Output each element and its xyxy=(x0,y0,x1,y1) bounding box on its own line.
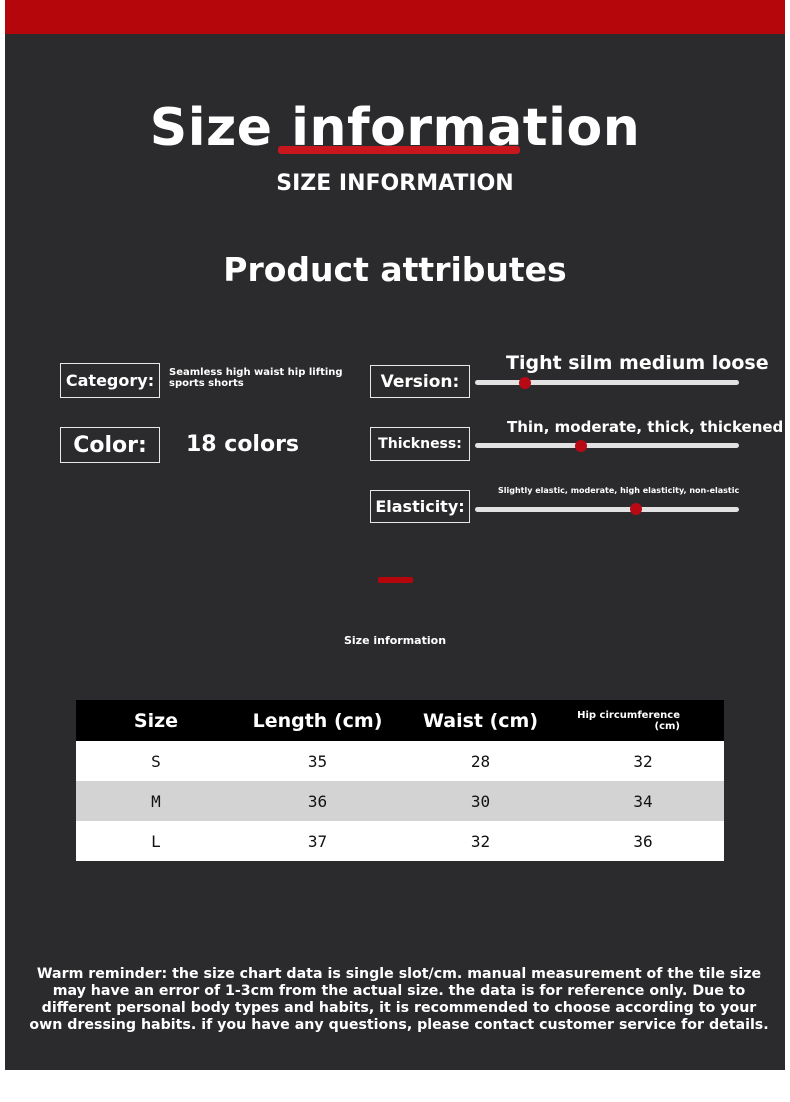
size-section-title: Size information xyxy=(343,634,447,647)
waist-cell: 28 xyxy=(470,751,491,771)
size-table-header-row xyxy=(76,700,724,741)
elasticity-slider-knob xyxy=(630,503,642,515)
page-title: Size information xyxy=(149,98,641,158)
hip-cell: 36 xyxy=(633,831,653,851)
color-value: 18 colors xyxy=(186,432,300,457)
hip-column-header: Hip circumference (cm) xyxy=(577,709,680,732)
size-info-panel xyxy=(5,0,785,1070)
version-scale-text: Tight silm medium loose xyxy=(506,352,769,374)
elasticity-scale-text: Slightly elastic, moderate, high elasticity, non-elastic xyxy=(498,486,740,495)
elasticity-slider-track xyxy=(475,507,739,512)
length-cell: 35 xyxy=(307,751,328,771)
top-red-band xyxy=(5,0,785,34)
version-slider-knob xyxy=(519,377,531,389)
attributes-heading: Product attributes xyxy=(223,250,567,289)
size-table xyxy=(76,700,724,861)
waist-cell: 30 xyxy=(470,791,491,811)
length-cell: 37 xyxy=(307,831,328,851)
table-row xyxy=(76,741,724,781)
length-cell: 36 xyxy=(307,791,328,811)
version-label: Version: xyxy=(370,365,470,398)
hip-cell: 32 xyxy=(633,751,653,771)
elasticity-label: Elasticity: xyxy=(370,490,470,523)
size-cell: L xyxy=(151,831,161,851)
size-column-header: Size xyxy=(133,709,179,732)
thickness-scale-text: Thin, moderate, thick, thickened xyxy=(507,418,784,436)
category-label: Category: xyxy=(60,363,160,398)
version-slider-track xyxy=(475,380,739,385)
waist-cell: 32 xyxy=(470,831,491,851)
color-label: Color: xyxy=(60,427,160,463)
table-row xyxy=(76,821,724,861)
thickness-label: Thickness: xyxy=(370,427,470,461)
category-value: Seamless high waist hip lifting sports shorts xyxy=(169,367,343,389)
waist-column-header: Waist (cm) xyxy=(422,709,539,732)
thickness-slider-knob xyxy=(575,440,587,452)
length-column-header: Length (cm) xyxy=(252,709,383,732)
thickness-slider-track xyxy=(475,443,739,448)
table-row xyxy=(76,781,724,821)
hip-cell: 34 xyxy=(633,791,653,811)
page-subtitle: SIZE INFORMATION xyxy=(276,171,514,196)
size-cell: M xyxy=(151,791,161,811)
section-divider xyxy=(378,577,413,583)
warm-reminder-text: Warm reminder: the size chart data is single slot/cm. manual measurement of the tile size may have an error of 1-3cm from the actual size. the data is for reference only. Due to different personal body types and habits, it is recommended to choose according to your own dressing habits. if you have any questions, please contact customer service for details. xyxy=(29,966,769,1033)
size-cell: S xyxy=(151,751,161,771)
